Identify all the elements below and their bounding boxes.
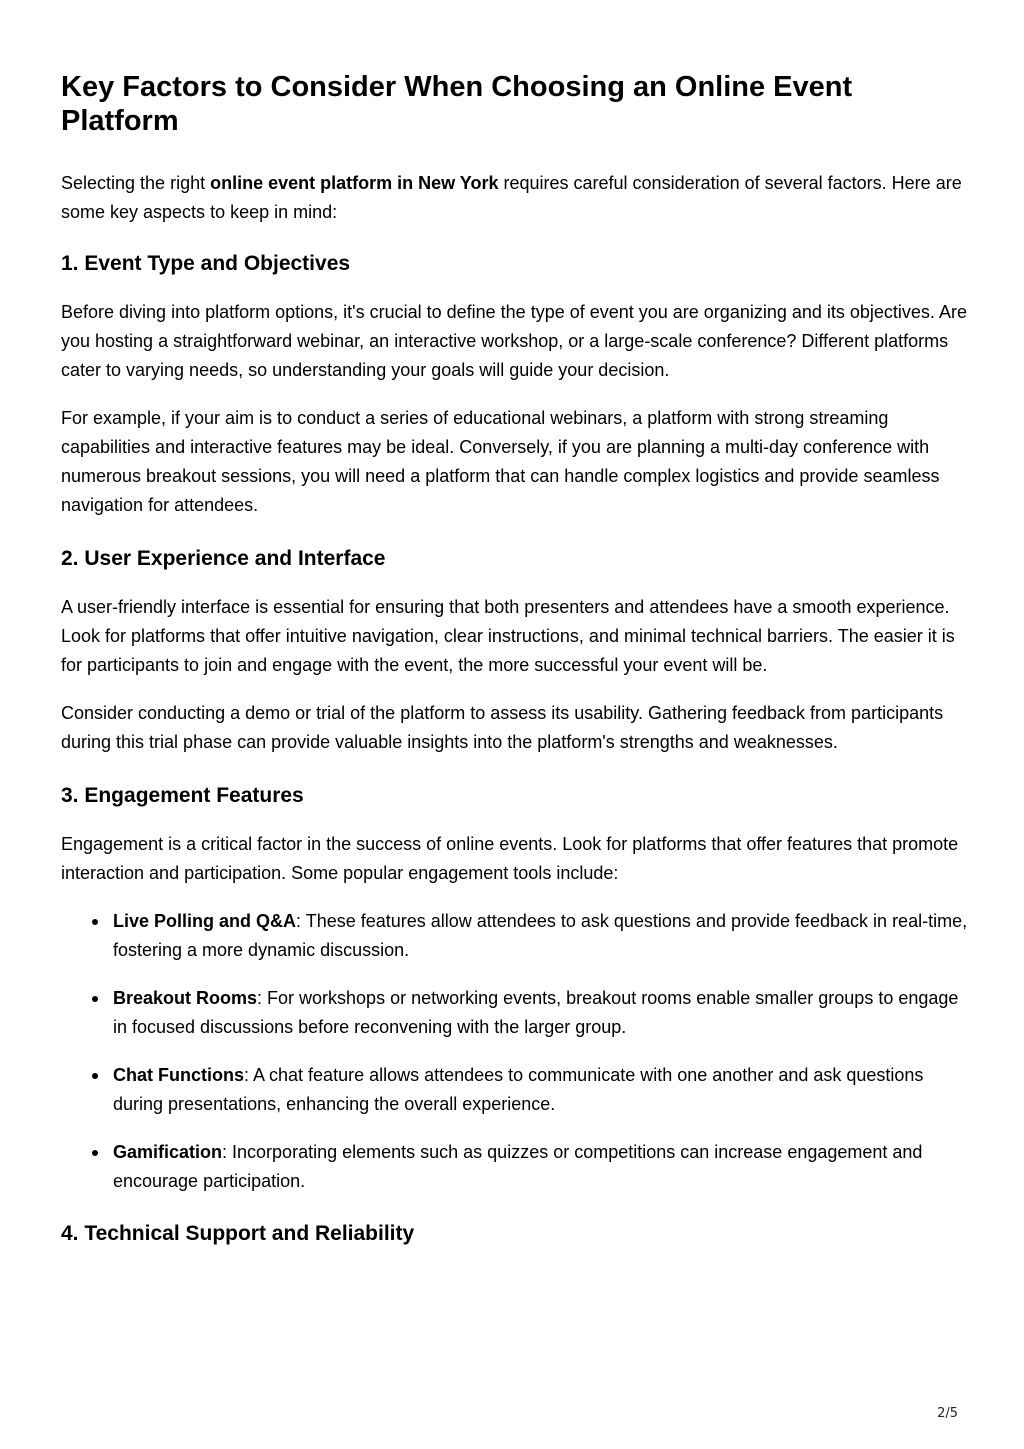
list-item [113, 1061, 969, 1119]
list-item-term: Gamification [113, 1142, 223, 1162]
list-item-term: Live Polling and Q&A [113, 911, 297, 931]
engagement-features-list [61, 907, 969, 1196]
section-heading-engagement: 3. Engagement Features [61, 784, 304, 807]
section-heading-technical-support: 4. Technical Support and Reliability [61, 1222, 415, 1245]
intro-text-before: Selecting the right [61, 173, 211, 193]
list-item-description: : A chat feature allows attendees to communicate with one another and ask questions during presentations, enhancing the overall experience. [113, 1065, 924, 1114]
list-item-term: Chat Functions [113, 1065, 244, 1085]
document-page [61, 70, 969, 1268]
bullet-icon [92, 996, 98, 1002]
list-item-description: : These features allow attendees to ask questions and provide feedback in real-time, fostering a more dynamic discussion. [113, 911, 968, 960]
bullet-icon [92, 1073, 98, 1079]
bullet-icon [92, 919, 98, 925]
user-experience-paragraph-1: A user-friendly interface is essential for ensuring that both presenters and attendees have a smooth experience. Look for platforms that offer intuitive navigation, clear instructions, and minimal technical barriers. The easier it is for participants to join and engage with the event, the more successful your event will be. [61, 597, 955, 675]
section-heading-event-type: 1. Event Type and Objectives [61, 252, 351, 275]
section-heading-user-experience: 2. User Experience and Interface [61, 547, 386, 570]
page-number: 2/5 [937, 1406, 958, 1421]
event-type-paragraph-2: For example, if your aim is to conduct a series of educational webinars, a platform with strong streaming capabilities and interactive features may be ideal. Conversely, if you are planning a multi-day conference with numerous breakout sessions, you will need a platform that can handle complex logistics and provide seamless navigation for attendees. [61, 408, 940, 515]
engagement-paragraph: Engagement is a critical factor in the success of online events. Look for platforms that offer features that promote interaction and participation. Some popular engagement tools include: [61, 834, 959, 883]
user-experience-paragraph-2: Consider conducting a demo or trial of the platform to assess its usability. Gathering feedback from participants during this trial phase can provide valuable insights into the platform's strengths and weaknesses. [61, 703, 944, 752]
list-item-description: : For workshops or networking events, breakout rooms enable smaller groups to engage in focused discussions before reconvening with the larger group. [113, 988, 959, 1037]
intro-paragraph [61, 169, 969, 227]
bullet-icon [92, 1150, 98, 1156]
page-title: Key Factors to Consider When Choosing an Online Event Platform [61, 71, 853, 137]
intro-bold-phrase: online event platform in New York [210, 173, 499, 193]
list-item [113, 984, 969, 1042]
event-type-paragraph-1: Before diving into platform options, it's crucial to define the type of event you are organizing and its objectives. Are you hosting a straightforward webinar, an interactive workshop, or a large-scale conference? Different platforms cater to varying needs, so understanding your goals will guide your decision. [61, 302, 967, 380]
list-item [113, 1138, 969, 1196]
list-item-term: Breakout Rooms [113, 988, 258, 1008]
list-item-description: : Incorporating elements such as quizzes or competitions can increase engagement and encourage participation. [113, 1142, 923, 1191]
list-item [113, 907, 969, 965]
intro-text-after: requires careful consideration of several factors. Here are some key aspects to keep in mind: [61, 173, 962, 222]
